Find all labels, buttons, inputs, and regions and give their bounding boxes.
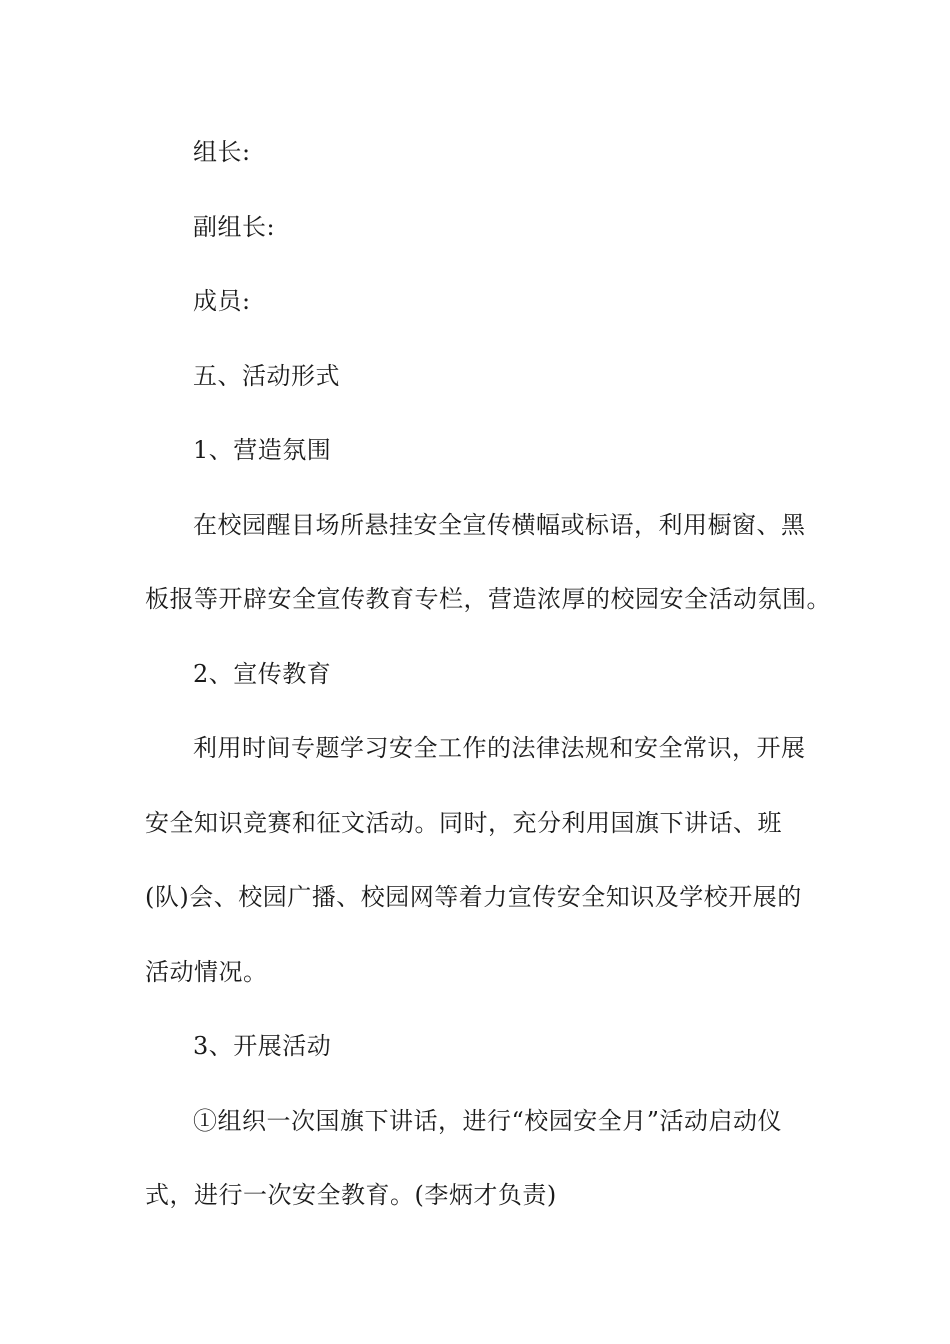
- paragraph-atmosphere-line-1: 在校园醒目场所悬挂安全宣传横幅或标语，利用橱窗、黑: [193, 510, 806, 539]
- paragraph-activities-line-1: ①组织一次国旗下讲话，进行“校园安全月”活动启动仪: [193, 1106, 783, 1135]
- paragraph-publicity-line-1: 利用时间专题学习安全工作的法律法规和安全常识，开展: [193, 734, 806, 762]
- section-heading-activity-form: 五、活动形式: [193, 361, 340, 390]
- paragraph-publicity-line-4: 活动情况。: [145, 957, 268, 986]
- paragraph-atmosphere-line-2: 板报等开辟安全宣传教育专栏，营造浓厚的校园安全活动氛围。: [145, 585, 831, 613]
- subheading-publicity: 2、宣传教育: [193, 659, 332, 688]
- subheading-activities: 3、开展活动: [193, 1032, 332, 1060]
- line-group-leader: 组长:: [193, 138, 251, 166]
- line-members: 成员:: [193, 287, 251, 315]
- line-deputy-leader: 副组长:: [193, 212, 276, 241]
- paragraph-activities-line-2: 式，进行一次安全教育。(李炳才负责): [145, 1181, 557, 1209]
- document-body: [145, 128, 831, 1246]
- subheading-atmosphere: 1、营造氛围: [193, 436, 332, 464]
- paragraph-publicity-line-2: 安全知识竞赛和征文活动。同时，充分利用国旗下讲话、班: [145, 808, 782, 837]
- paragraph-publicity-line-3: (队)会、校园广播、校园网等着力宣传安全知识及学校开展的: [145, 883, 802, 911]
